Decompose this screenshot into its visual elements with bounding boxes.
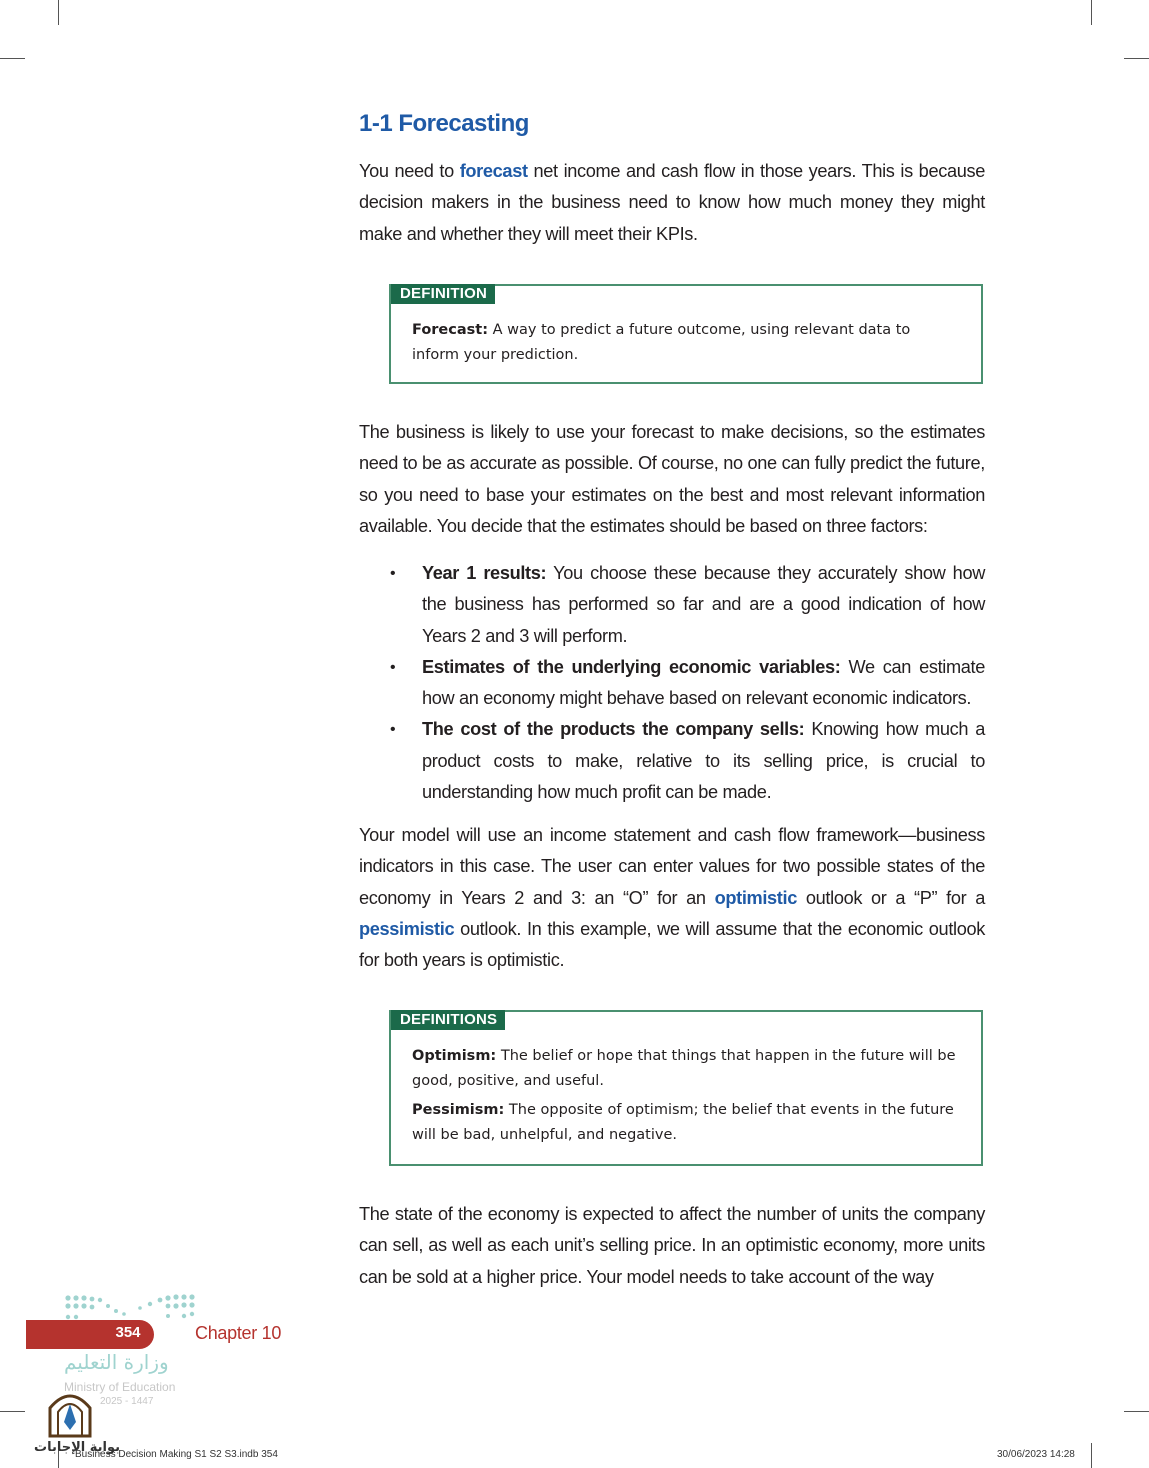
definitions-tag: DEFINITIONS	[391, 1010, 505, 1030]
list-item-text: You choose these because they accurately show how the business has performed so far and are a good indication of how Years 2 and 3 will perform.	[422, 563, 986, 646]
list-item	[359, 652, 985, 715]
definition-box	[389, 284, 983, 384]
list-item	[359, 714, 985, 808]
paragraph-economy: The state of the economy is expected to affect the number of units the company can sell, as well as each unit’s selling price. In an optimistic economy, more units can be sold at a higher price. Your model needs to take account of the way	[359, 1204, 985, 1287]
list-item	[359, 558, 985, 652]
definition-text: The opposite of optimism; the belief that events in the future will be bad, unhelpful, and negative.	[412, 1102, 954, 1143]
definition-term: Forecast:	[412, 322, 489, 338]
print-slug-date: 30/06/2023 14:28	[997, 1449, 1075, 1460]
paragraph-intro	[359, 156, 985, 250]
definitions-box	[389, 1010, 983, 1166]
chapter-label: Chapter 10	[195, 1323, 282, 1343]
paragraph-text: outlook. In this example, we will assume that the economic outlook for both years is optimistic.	[359, 918, 985, 971]
ministry-name-english: Ministry of Education	[64, 1380, 176, 1394]
paragraph-estimates: The business is likely to use your forecast to make decisions, so the estimates need to be as accurate as possible. Of course, no one can fully predict the future, so you need to base your estimates on the best and most relevant information available. You decide that the estimates should be based on three factors:	[359, 422, 985, 536]
edition-year: 2025 - 1447	[100, 1396, 154, 1407]
list-item-title: Year 1 results:	[422, 563, 547, 583]
crop-mark	[1091, 0, 1092, 25]
paragraph-text: net income and cash flow in those years. This is because decision makers in the business need to know how much money they might make and whether they will meet their KPIs.	[359, 161, 985, 244]
definition-tag: DEFINITION	[391, 284, 495, 304]
definitions-body	[412, 1044, 961, 1152]
list-item-title: Estimates of the underlying economic variables:	[422, 656, 841, 677]
keyword-forecast: forecast	[459, 161, 528, 181]
decorative-dots	[60, 1292, 205, 1322]
ministry-name-arabic: وزارة التعليم	[64, 1350, 169, 1374]
definition-text: A way to predict a future outcome, using relevant data to inform your prediction.	[412, 322, 911, 363]
crop-mark	[1091, 1443, 1092, 1468]
list-item-text: We can estimate how an economy might behave based on relevant economic indicators.	[422, 656, 986, 709]
definition-body	[412, 318, 961, 372]
crop-mark	[1124, 58, 1149, 59]
site-logo-icon	[44, 1386, 96, 1440]
keyword-optimistic: optimistic	[714, 887, 797, 908]
print-slug-file: Business Decision Making S1 S2 S3.indb 354	[75, 1449, 278, 1460]
keyword-pessimistic: pessimistic	[359, 918, 455, 939]
list-item-text: Knowing how much a product costs to make, relative to its selling price, is crucial to understanding how much profit can be made.	[422, 719, 985, 803]
paragraph-text: You need to	[359, 161, 460, 181]
page-number: 354	[115, 1324, 141, 1341]
site-name-arabic: بوابة الإجابات	[34, 1440, 120, 1455]
paragraph-text: outlook or a “P” for a	[797, 887, 985, 908]
definition-term: Pessimism:	[412, 1102, 505, 1118]
definition-text: The belief or hope that things that happen in the future will be good, positive, and useful.	[412, 1048, 956, 1089]
definition-term: Optimism:	[412, 1048, 497, 1064]
crop-mark	[0, 1411, 25, 1412]
crop-mark	[58, 0, 59, 25]
paragraph-model	[359, 820, 985, 976]
crop-mark	[1124, 1411, 1149, 1412]
bullet-icon: •	[390, 721, 396, 739]
section-title: 1-1 Forecasting	[359, 110, 529, 137]
paragraph-text: Your model will use an income statement and cash flow framework—business indicators in this case. The user can enter values for two possible states of the economy in Years 2 and 3: an “O” for an	[359, 825, 985, 908]
crop-mark	[0, 58, 25, 59]
list-item-title: The cost of the products the company sells:	[422, 719, 805, 740]
bullet-icon: •	[390, 658, 396, 676]
factor-list	[359, 558, 985, 808]
bullet-icon: •	[390, 565, 396, 582]
